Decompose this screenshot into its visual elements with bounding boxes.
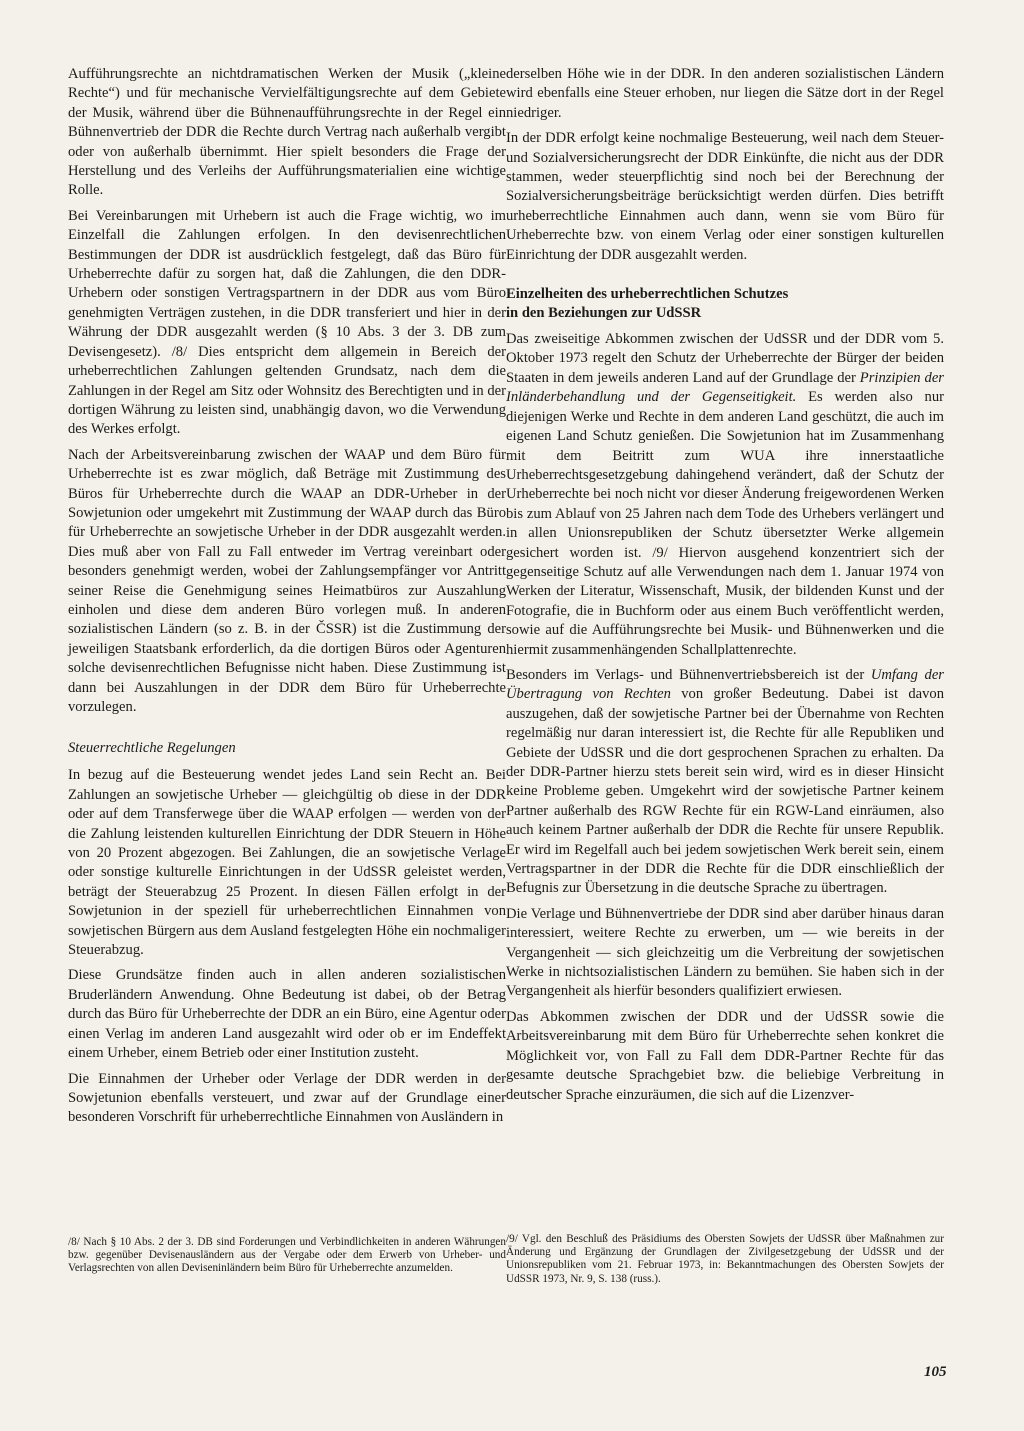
paragraph: [506, 666, 944, 899]
left-column: [68, 65, 506, 1134]
paragraph: Die Verlage und Bühnenvertriebe der DDR sind aber darüber hinaus daran interessiert, weitere Rechte zu erwerben, um — wie bereits in der Vergangenheit — sich gleichzeitig um die Verbreitung der sowjetischen Werke in nichtsozialistischen Ländern zu bemühen. Sie haben sich in der Vergangenheit als hierfür besonders qualifiziert erwiesen.: [506, 905, 944, 1000]
text-run: Besonders im Verlags- und Bühnenvertriebsbereich ist der: [506, 666, 871, 683]
footnote-text: /8/ Nach § 10 Abs. 2 der 3. DB sind Forderungen und Verbindlichkeiten in anderen Währungen bzw. gegenüber Devisenausländern aus der Vergabe oder dem Erwerb von Urheber- und Verlagsrechten von allen Deviseninländern beim Büro für Urheberrechte anzumelden.: [68, 1236, 506, 1275]
paragraph: [506, 330, 944, 660]
footnote-text: /9/ Vgl. den Beschluß des Präsidiums des Obersten Sowjets der UdSSR über Maßnahmen zur Änderung und Ergänzung der Grundlagen der Zivilgesetzgebung der UdSSR und der Unionsrepubliken vom 21. Februar 1973, in: Bekanntmachungen des Obersten Sowjets der UdSSR 1973, Nr. 9, S. 138 (russ.).: [506, 1233, 944, 1285]
emphasis-text: Prinzipien der Inländerbehandlung und der Gegenseitigkeit.: [506, 369, 944, 406]
section-subheading: Steuerrechtliche Regelungen: [68, 740, 236, 757]
paragraph: Bei Vereinbarungen mit Urhebern ist auch die Frage wichtig, wo im Einzelfall die Zahlungen erfolgen. In den devisenrechtlichen Bestimmungen der DDR ist ausdrücklich festgelegt, daß das Büro für Urheberrechte dafür zu sorgen hat, daß die Zahlungen, die den DDR-Urhebern oder sonstigen Vertragspartnern in der DDR aus vom Büro genehmigten Verträgen zustehen, in die DDR transferiert und hier in der Währung der DDR ausgezahlt werden (§ 10 Abs. 3 der 3. DB zum Devisengesetz). /8/ Dies entspricht dem allgemein in Bereich der urheberrechtlichen Zahlungen geltenden Grundsatz, nach dem die Zahlungen in der Regel am Sitz oder Wohnsitz des Berechtigten und in der dortigen Währung zu leisten sind, unabhängig davon, wo die Verwendung des Werkes erfolgt.: [68, 207, 506, 438]
page-number: 105: [924, 1364, 947, 1380]
paragraph: Aufführungsrechte an nichtdramatischen Werken der Musik („kleine Rechte“) und für mechanische Vervielfältigungsrechte auf dem Gebiete der Musik, während über die Bühnenaufführungsrechte in der Regel ein Bühnenvertrieb der DDR die Rechte durch Vertrag nach außerhalb vergibt oder von außerhalb übernimmt. Hier spielt besonders die Frage der Herstellung und des Verleihs der Aufführungsmaterialien eine wichtige Rolle.: [68, 66, 506, 199]
paragraph: Die Einnahmen der Urheber oder Verlage der DDR werden in der Sowjetunion ebenfalls versteuert, und zwar auf der Grundlage einer besonderen Vorschrift für urheberrechtliche Einnahmen von Ausländern in: [68, 1070, 506, 1126]
right-column: [506, 65, 944, 1111]
footnote-8: [68, 1236, 506, 1276]
footnote-9: [506, 1233, 944, 1286]
paragraph: In bezug auf die Besteuerung wendet jedes Land sein Recht an. Bei Zahlungen an sowjetische Urheber — gleichgültig ob diese in der DDR oder auf dem Transferwege über die WAAP erfolgen — werden von der die Zahlung leistenden kulturellen Einrichtung der DDR Steuern in Höhe von 20 Prozent abgezogen. Bei Zahlungen, die an sowjetische Verlage oder sonstige kulturelle Einrichtungen in der UdSSR geleistet werden, beträgt der Steuerabzug 25 Prozent. In diesen Fällen erfolgt in der Sowjetunion in der speziell für urheberrechtlichen Einnahmen von sowjetischen Bürgern aus dem Ausland festgelegten Höhe ein nochmaliger Steuerabzug.: [68, 767, 506, 959]
section-heading-line: in den Beziehungen zur UdSSR: [506, 305, 702, 322]
paragraph: Das Abkommen zwischen der DDR und der UdSSR sowie die Arbeitsvereinbarung mit dem Büro für Urheberrechte sehen konkret die Möglichkeit vor, von Fall zu Fall dem DDR-Partner Rechte für das gesamte deutsche Sprachgebiet bzw. die beliebige Verbreitung in deutscher Sprache einzuräumen, die sich auf die Lizenzver-: [506, 1008, 944, 1103]
emphasis-text: Umfang der Übertragung von Rechten: [506, 666, 944, 703]
text-run: Das zweiseitige Abkommen zwischen der UdSSR und der DDR vom 5. Oktober 1973 regelt den Schutz der Urheberrechte der Bürger der beiden Staaten in dem jeweils anderen Land auf der Grundlage der: [506, 331, 944, 386]
section-heading: [506, 285, 944, 323]
text-run: Es werden also nur diejenigen Werke und Rechte in dem anderen Land geschützt, die auch im eigenen Land Schutz genießen. Die Sowjetunion hat im Zusammenhang mit dem Beitritt zum WUA ihre innerstaatliche Urheberrechtsgesetzgebung dahingehend verändert, daß der Schutz der Urheberrechte bei noch nicht vor dieser Änderung freigewordenen Werken bis zum Ablauf von 25 Jahren nach dem Tode des Urhebers verlängert und in allen Unionsrepubliken der Schutz übersetzter Werke allgemein gesichert worden ist. /9/ Hiervon ausgehend konzentriert sich der gegenseitige Schutz auf alle Verwendungen nach dem 1. Januar 1974 von Werken der Literatur, Wissenschaft, Musik, der bildenden Kunst und der Fotografie, die in Buchform oder aus einem Buch veröffentlicht werden, sowie auf die Aufführungsrechte bei Musik- und Bühnenwerken und die hiermit zusammenhängenden Schallplattenrechte.: [506, 389, 944, 658]
paragraph: derselben Höhe wie in der DDR. In den anderen sozialistischen Ländern wird ebenfalls eine Steuer erhoben, nur liegen die Sätze dort in der Regel niedriger.: [506, 66, 944, 121]
text-run: von großer Bedeutung. Dabei ist davon auszugehen, daß der sowjetische Partner bei der Übernahme von Rechten regelmäßig nur daran interessiert ist, die Rechte für alle Republiken und Gebiete der UdSSR und die dort gesprochenen Sprachen zu erhalten. Da der DDR-Partner hierzu stets bereit sein wird, wird es in dieser Hinsicht keine Probleme geben. Umgekehrt wird der sowjetische Partner keinem Partner außerhalb des RGW Rechte für ein RGW-Land einräumen, also auch keinem Partner außerhalb der DDR die Rechte für unsere Republik. Er wird im Regelfall auch bei jedem sowjetischen Werk bereit sein, einem Vertragspartner in der DDR die Rechte für die DDR einschließlich der Befugnis zur Übersetzung in die deutsche Sprache zu übertragen.: [506, 686, 944, 897]
paragraph: Diese Grundsätze finden auch in allen anderen sozialistischen Bruderländern Anwendung. Ohne Bedeutung ist dabei, ob der Betrag durch das Büro für Urheberrechte der DDR an ein Büro, eine Agentur oder einen Verlag im anderen Land ausgezahlt wird oder ob er im Endeffekt einem Urheber, einem Betrieb oder einer Institution zusteht.: [68, 967, 506, 1062]
paragraph: In der DDR erfolgt keine nochmalige Besteuerung, weil nach dem Steuer- und Sozialversicherungsrecht der DDR Einkünfte, die nicht aus der DDR stammen, weder steuerpflichtig sind noch bei der Berechnung der Sozialversicherungsbeiträge berücksichtigt werden dürfen. Dies betrifft urheberrechtliche Einnahmen auch dann, wenn sie vom Büro für Urheberrechte bzw. von einem Verlag oder einer sonstigen kulturellen Einrichtung der DDR ausgezahlt werden.: [506, 130, 944, 263]
section-heading-line: Einzelheiten des urheberrechtlichen Schutzes: [506, 286, 789, 303]
paragraph: Nach der Arbeitsvereinbarung zwischen der WAAP und dem Büro für Urheberrechte ist es zwar möglich, daß Beträge mit Zustimmung des Büros für Urheberrechte durch die WAAP an DDR-Urheber in der Sowjetunion oder umgekehrt mit Zustimmung der WAAP durch das Büro für Urheberrechte an sowjetische Urheber in der DDR ausgezahlt werden. Dies muß aber von Fall zu Fall entweder im Vertrag vereinbart oder besonders genehmigt werden, wobei der Zahlungsempfänger vor Antritt seiner Reise die Genehmigung seines Heimatbüros zur Auszahlung einholen und diese dem anderen Büro vorlegen muß. In anderen sozialistischen Ländern (so z. B. in der ČSSR) ist die Zustimmung der jeweiligen Staatsbank erforderlich, da die dortigen Büros oder Agenturen solche devisenrechtlichen Befugnisse nicht haben. Diese Zustimmung ist dann bei Auszahlungen in der DDR dem Büro für Urheberrechte vorzulegen.: [68, 446, 506, 715]
